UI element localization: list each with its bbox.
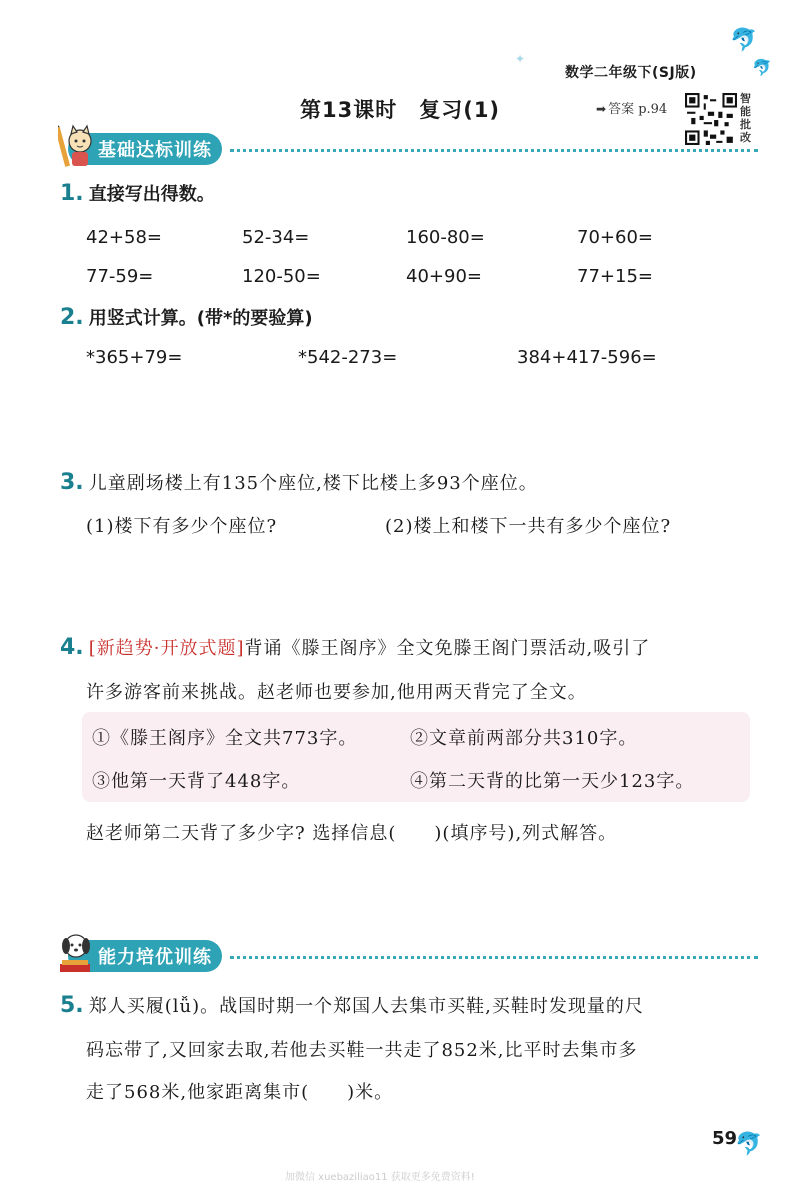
puppy-mascot-icon <box>58 930 96 976</box>
q1-expression: 70+60= <box>577 227 653 248</box>
question-1-prompt: 直接写出得数。 <box>88 184 215 205</box>
question-2-header: 2. 用竖式计算。(带*的要验算) <box>60 305 313 330</box>
section-label: 能力培优训练 <box>68 940 222 972</box>
footer-watermark: 加微信 xuebaziliao11 获取更多免费资料! <box>285 1172 475 1183</box>
book-title: 数学二年级下(SJ版) <box>565 65 697 81</box>
question-3-sub-2: (2)楼上和楼下一共有多少个座位? <box>385 516 672 537</box>
smart-grading-label: 智能批改 <box>740 92 751 144</box>
question-3: 3. 儿童剧场楼上有135个座位,楼下比楼上多93个座位。 <box>60 470 538 495</box>
q2-expression: *365+79= <box>86 347 183 368</box>
question-4-question: 赵老师第二天背了多少字? 选择信息( )(填序号),列式解答。 <box>86 823 618 844</box>
question-4-text: 背诵《滕王阁序》全文免滕王阁门票活动,吸引了 <box>244 638 651 659</box>
fish-decoration-icon: ✦ <box>515 52 526 66</box>
q1-expression: 40+90= <box>406 266 482 287</box>
question-4-line-2: 许多游客前来挑战。赵老师也要参加,他用两天背完了全文。 <box>86 682 587 703</box>
info-item-2: ②文章前两部分共310字。 <box>410 728 638 749</box>
q1-expression: 77-59= <box>86 266 154 287</box>
question-4-tag: [新趋势·开放式题] <box>88 638 245 659</box>
section-banner-advanced <box>68 940 758 972</box>
question-3-sub-1: (1)楼下有多少个座位? <box>86 516 278 537</box>
fish-decoration-icon: 🐬 <box>730 28 758 53</box>
info-item-1: ①《滕王阁序》全文共773字。 <box>92 728 358 749</box>
info-item-3: ③他第一天背了448字。 <box>92 771 301 792</box>
question-1-header: 1. 直接写出得数。 <box>60 181 215 206</box>
arrow-right-icon: ➡ <box>596 102 607 116</box>
question-5-text: 郑人买履(lǚ)。战国时期一个郑国人去集市买鞋,买鞋时发现量的尺 <box>88 996 644 1017</box>
cat-mascot-icon <box>58 123 96 169</box>
section-banner-basic <box>68 133 758 165</box>
q1-expression: 42+58= <box>86 227 162 248</box>
question-2-prompt: 用竖式计算。(带*的要验算) <box>88 308 313 329</box>
section-label: 基础达标训练 <box>68 133 222 165</box>
q2-expression: 384+417-596= <box>517 347 657 368</box>
fish-decoration-icon: 🐬 <box>752 58 772 77</box>
question-5-line-1: 5. 郑人买履(lǚ)。战国时期一个郑国人去集市买鞋,买鞋时发现量的尺 <box>60 993 644 1018</box>
q1-expression: 77+15= <box>577 266 653 287</box>
question-5-line-2: 码忘带了,又回家去取,若他去买鞋一共走了852米,比平时去集市多 <box>86 1040 638 1061</box>
q1-expression: 120-50= <box>242 266 321 287</box>
answer-reference: ➡ 答案 p.94 <box>596 102 668 117</box>
info-item-4: ④第二天背的比第一天少123字。 <box>410 771 695 792</box>
question-4-line-1: 4. [新趋势·开放式题]背诵《滕王阁序》全文免滕王阁门票活动,吸引了 <box>60 635 651 660</box>
question-3-text: 儿童剧场楼上有135个座位,楼下比楼上多93个座位。 <box>88 473 538 494</box>
q1-expression: 160-80= <box>406 227 485 248</box>
q2-expression: *542-273= <box>298 347 398 368</box>
lesson-title: 第13课时 复习(1) <box>300 98 501 122</box>
question-5-line-3: 走了568米,他家距离集市( )米。 <box>86 1082 394 1103</box>
page-number: 59 <box>712 1128 738 1149</box>
banner-dotted-line <box>230 149 758 152</box>
fish-decoration-icon: 🐬 <box>735 1132 763 1157</box>
banner-dotted-line <box>230 956 758 959</box>
q1-expression: 52-34= <box>242 227 310 248</box>
